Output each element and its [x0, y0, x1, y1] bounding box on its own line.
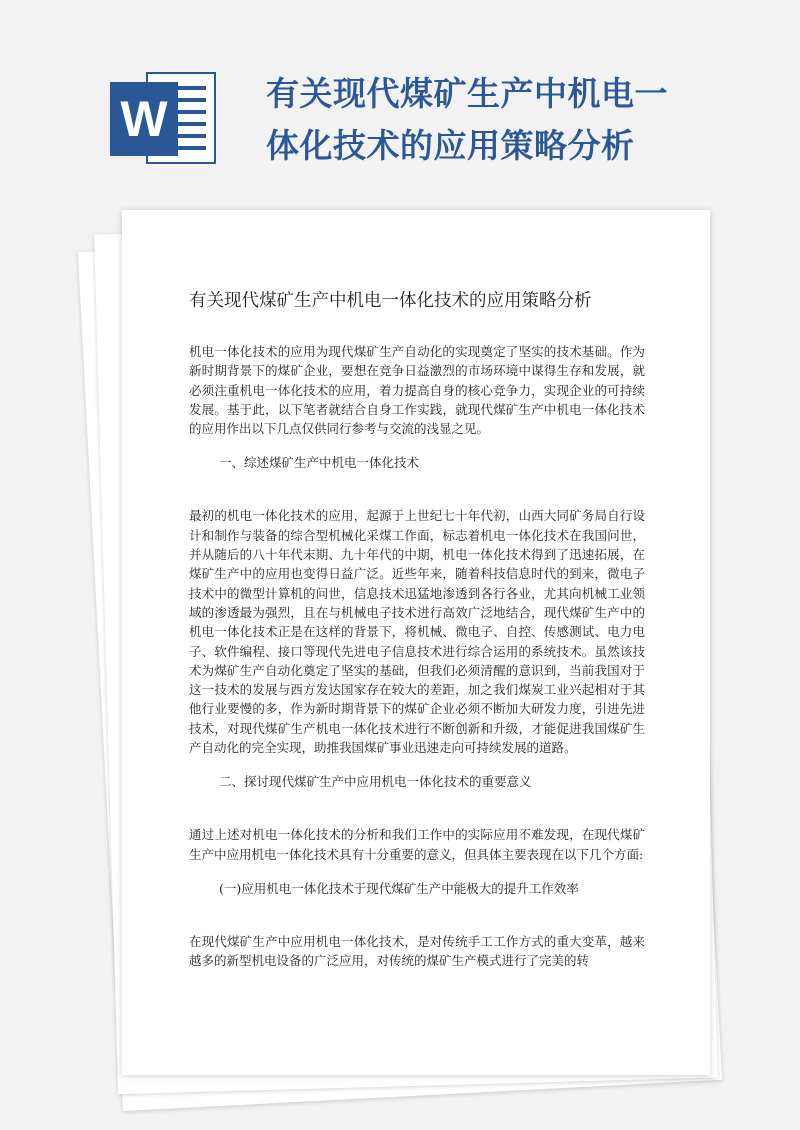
word-document-icon	[110, 72, 216, 164]
body-paragraph: 在现代煤矿生产中应用机电一体化技术，是对传统手工工作方式的重大变革，越来越多的新型机电设备的广泛应用，对传统的煤矿生产模式进行了完美的转	[189, 933, 645, 969]
body-paragraph: 通过上述对机电一体化技术的分析和我们工作中的实际应用不难发现，在现代煤矿生产中应用机电一体化技术具有十分重要的意义，但具体主要表现在以下几个方面:	[189, 827, 645, 862]
article-title: 有关现代煤矿生产中机电一体化技术的应用策略分析	[189, 291, 592, 311]
body-paragraph: 最初的机电一体化技术的应用，起源于上世纪七十年代初，山西大同矿务局自行设计和制作与装备的综合型机械化采煤工作面，标志着机电一体化技术在我国问世，并从随后的八十年代末期、九十年代的中期，机电一体化技术得到了迅速拓展，在煤矿生产中的应用也变得日益广泛。近些年来，随着科技信息时代的到来，微电子技术中的微型计算机的问世，信息技术迅猛地渗透到各行各业，尤其向机械工业领域的渗透最为强烈，且在与机械电子技术进行高效广泛地结合，现代煤矿生产中的机电一体化技术正是在这样的背景下，将机械、微电子、自控、传感测试、电力电子、软件编程、接口等现代先进电子信息技术进行综合运用的系统技术。虽然该技术为煤矿生产自动化奠定了坚实的基础，但我们必须清醒的意识到，当前我国对于这一技术的发展与西方发达国家存在较大的差距，加之我们煤炭工业兴起相对于其他行业要慢的多，作为新时期背景下的煤矿企业必须不断加大研发力度，引进先进技术，对现代煤矿生产机电一体化技术进行不断创新和升级，才能促进我国煤矿生产自动化的完全实现，助推我国煤矿事业迅速走向可持续发展的道路。	[189, 508, 645, 756]
section-heading: 二、探讨现代煤矿生产中应用机电一体化技术的重要意义	[219, 774, 532, 790]
page-content	[189, 286, 645, 971]
intro-paragraph: 机电一体化技术的应用为现代煤矿生产自动化的实现奠定了坚实的技术基础。作为新时期背景下的煤矿企业，要想在竞争日益激烈的市场环境中谋得生存和发展，就必须注重机电一体化技术的应用，着力提高自身的核心竞争力，实现企业的可持续发展。基于此，以下笔者就结合自身工作实践，就现代煤矿生产中机电一体化技术的应用作出以下几点仅供同行参考与交流的浅显之见。	[189, 344, 645, 437]
header	[0, 0, 800, 200]
word-letter-badge: W	[110, 82, 178, 156]
header-title: 有关现代煤矿生产中机电一体化技术的应用策略分析	[266, 74, 668, 165]
document-page	[122, 210, 710, 1075]
section-heading: 一、综述煤矿生产中机电一体化技术	[219, 455, 420, 471]
subsection-heading: (一)应用机电一体化技术于现代煤矿生产中能极大的提升工作效率	[219, 880, 579, 896]
